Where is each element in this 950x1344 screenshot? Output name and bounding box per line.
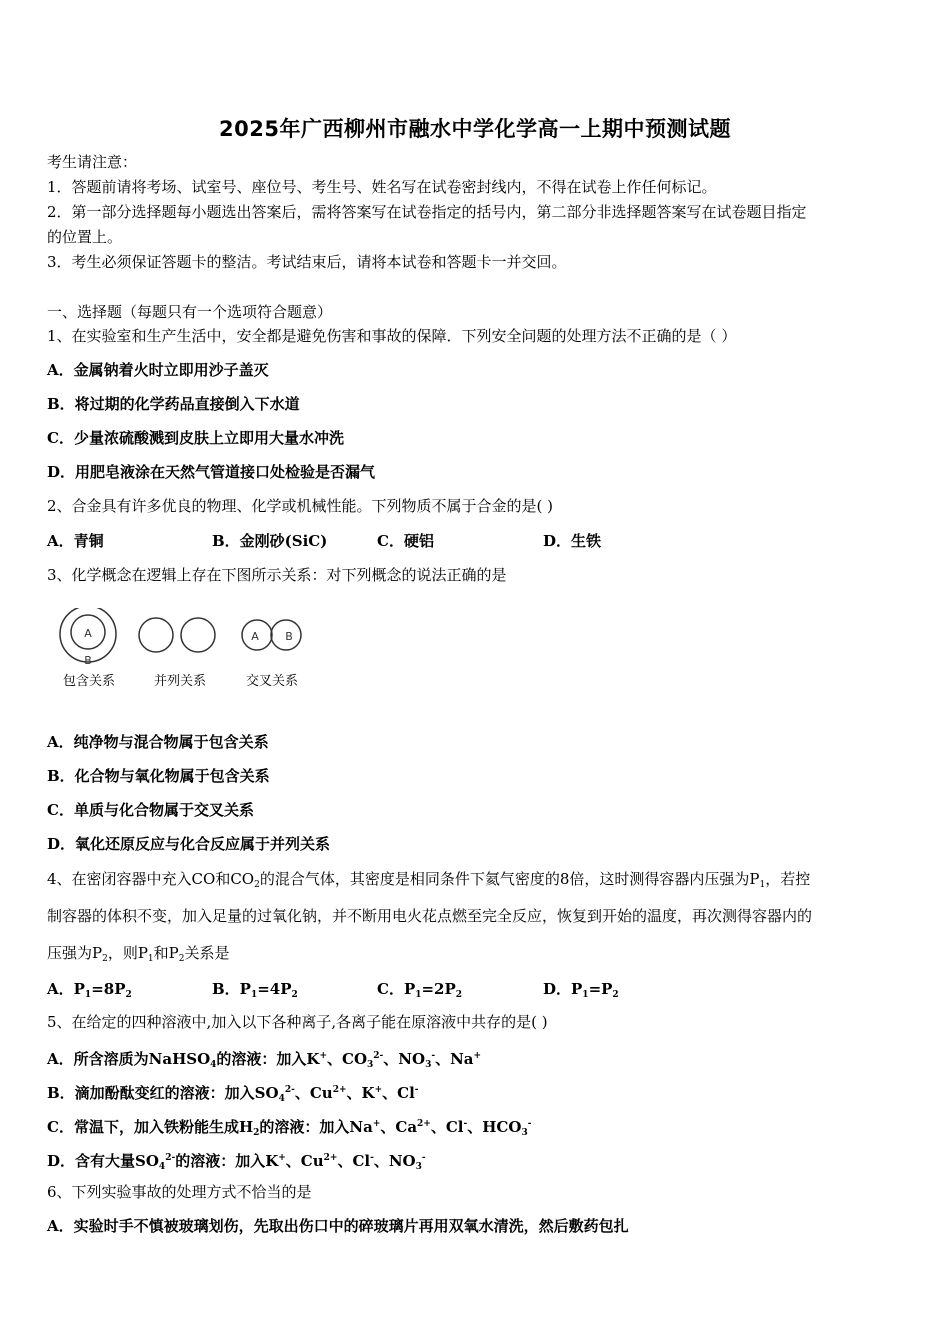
option-b: B．将过期的化学药品直接倒入下水道 [47, 395, 300, 413]
option-a: A．所含溶质为NaHSO$_4$的溶液：加入K+、$CO_3^{2-}$、$NO_3^-$、Na+ [47, 1050, 482, 1070]
question-stem-line: 制容器的体积不变，加入足量的过氧化钠，并不断用电火花点燃至完全反应，恢复到开始的温度，再次测得容器内的 [47, 907, 813, 925]
page-title: 2025年广西柳州市融水中学化学高一上期中预测试题 [219, 117, 731, 141]
question-stem: 3、化学概念在逻辑上存在下图所示关系：对下列概念的说法正确的是 [47, 566, 507, 584]
option-b: B．金刚砂(SiC) [212, 532, 328, 550]
question-stem: 5、在给定的四种溶液中,加入以下各种离子,各离子能在原溶液中共存的是( ) [47, 1013, 548, 1031]
option-c: C．常温下，加入铁粉能生成$H_2$的溶液：加入Na+、$Ca^{2+}$、Cl-、$HCO_3^-$ [47, 1118, 532, 1138]
option-a: A．青铜 [47, 532, 104, 550]
option-d: D．用肥皂液涂在天然气管道接口处检验是否漏气 [47, 463, 376, 481]
option-a: A．实验时手不慎被玻璃划伤，先取出伤口中的碎玻璃片再用双氧水清洗，然后敷药包扎 [47, 1217, 629, 1235]
option-d: D．生铁 [543, 532, 602, 550]
option-a: A．金属钠着火时立即用沙子盖灭 [47, 361, 269, 379]
notice-item: 1．答题前请将考场、试室号、座位号、考生号、姓名写在试卷密封线内，不得在试卷上作任何标记。 [47, 178, 717, 196]
parallel-circle-right [181, 618, 215, 652]
question-stem: 6、下列实验事故的处理方式不恰当的是 [47, 1183, 312, 1201]
caption-containment: 包含关系 [63, 674, 116, 689]
notice-item: 3．考生必须保证答题卡的整洁。考试结束后，请将本试卷和答题卡一并交回。 [47, 253, 567, 271]
option-c: C．少量浓硫酸溅到皮肤上立即用大量水冲洗 [47, 429, 344, 447]
option-c: C．硬铝 [377, 532, 434, 550]
option-b: B．化合物与氧化物属于包含关系 [47, 767, 270, 785]
question-stem-line: 压强为$P_2$，则$P_1$和$P_2$关系是 [47, 944, 230, 964]
circle-label-b: B [84, 654, 92, 667]
intersect-label-b: B [285, 630, 293, 643]
option-a: A．纯净物与混合物属于包含关系 [47, 733, 269, 751]
option-b: B．$P_1=4P_2$ [212, 980, 298, 1000]
option-c: C．单质与化合物属于交叉关系 [47, 801, 254, 819]
parallel-circle-left [139, 618, 173, 652]
caption-parallel: 并列关系 [154, 674, 207, 689]
option-d: D．氧化还原反应与化合反应属于并列关系 [47, 835, 331, 853]
circle-label-a: A [84, 627, 92, 640]
notice-item: 2．第一部分选择题每小题选出答案后，需将答案写在试卷指定的括号内，第二部分非选择题答案写在试卷题目指定 [47, 203, 807, 221]
option-a: A．$P_1=8P_2$ [47, 980, 132, 1000]
option-c: C．$P_1=2P_2$ [377, 980, 463, 1000]
section-heading: 一、选择题（每题只有一个选项符合题意） [47, 303, 333, 321]
option-d: D．含有大量$SO_4^{2-}$的溶液：加入K+、$Cu^{2+}$、Cl-、$NO_3^-$ [47, 1152, 426, 1172]
question-stem-line: 4、在密闭容器中充入CO和$CO_2$的混合气体，其密度是相同条件下氦气密度的8倍，这时测得容器内压强为$P_1$，若控 [47, 870, 811, 890]
intersect-label-a: A [251, 630, 259, 643]
option-b: B．滴加酚酞变红的溶液：加入$SO_4^{2-}$、$Cu^{2+}$、K+、Cl- [47, 1084, 419, 1104]
notice-heading: 考生请注意： [47, 153, 138, 171]
notice-item: 的位置上。 [47, 228, 123, 246]
question-stem: 2、合金具有许多优良的物理、化学或机械性能。下列物质不属于合金的是( ) [47, 497, 554, 515]
caption-intersection: 交叉关系 [246, 674, 299, 689]
question-stem: 1、在实验室和生产生活中，安全都是避免伤害和事故的保障．下列安全问题的处理方法不正确的是（ ） [47, 327, 737, 345]
option-d: D．$P_1=P_2$ [543, 980, 619, 1000]
